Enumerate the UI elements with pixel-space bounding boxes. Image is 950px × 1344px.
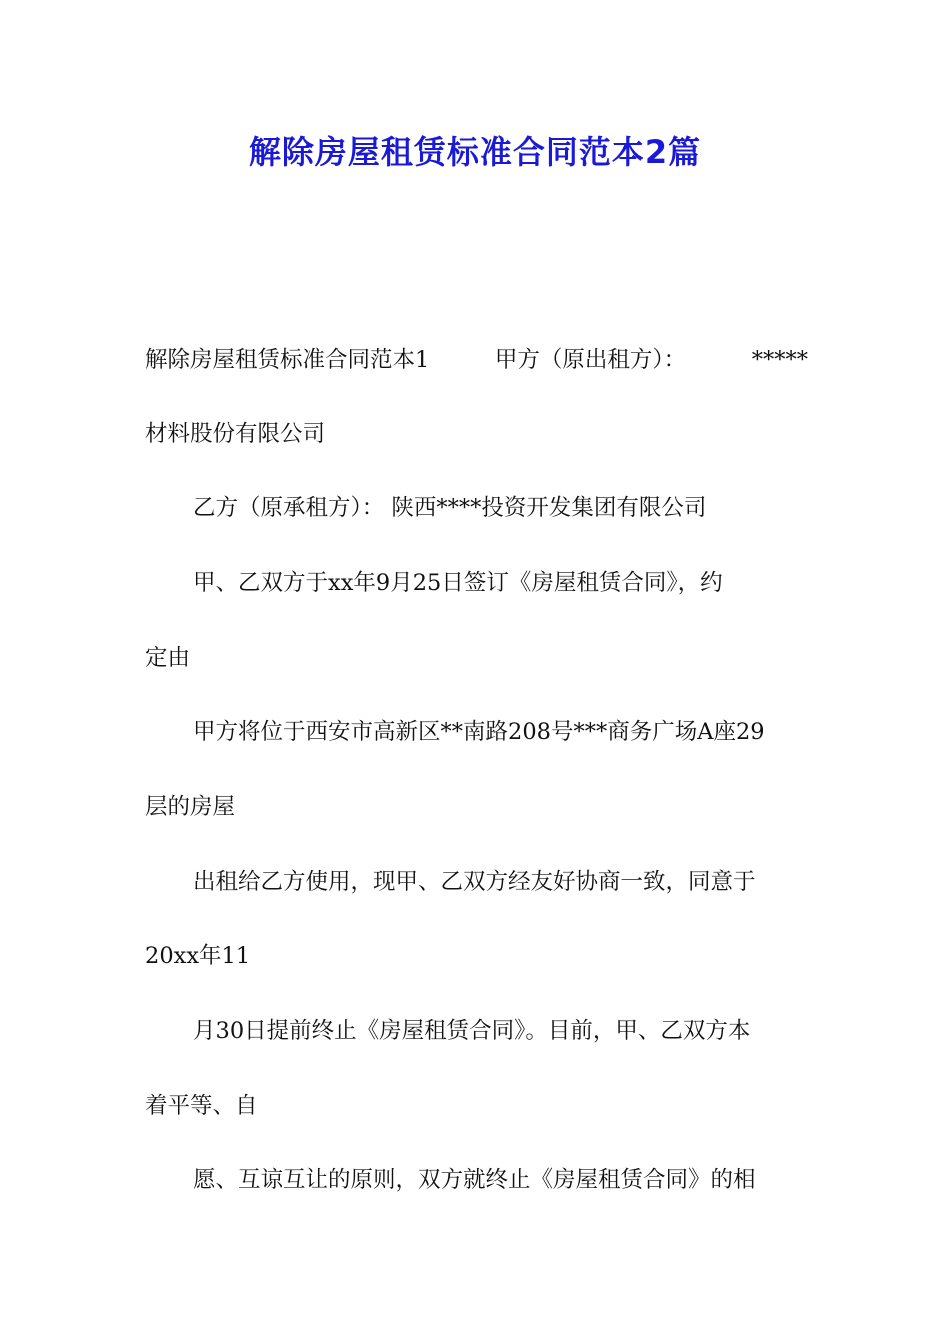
text-line-5: 定由 bbox=[145, 645, 191, 671]
text-line-4: 甲、乙双方于xx年9月25日签订《房屋租赁合同》，约 bbox=[193, 570, 723, 596]
text-line-11: 着平等、自 bbox=[145, 1093, 258, 1119]
text-line-8: 出租给乙方使用，现甲、乙双方经友好协商一致，同意于 bbox=[193, 869, 756, 895]
text-line-2: 材料股份有限公司 bbox=[145, 421, 326, 447]
text-line-6: 甲方将位于西安市高新区**南路208号***商务广场A座29 bbox=[193, 719, 765, 745]
text-segment: ***** bbox=[751, 347, 808, 373]
text-line-7: 层的房屋 bbox=[145, 794, 236, 820]
document-title: 解除房屋租赁标准合同范本2篇 bbox=[248, 133, 702, 171]
text-line-1 bbox=[145, 343, 808, 377]
text-segment: 解除房屋租赁标准合同范本1 bbox=[145, 347, 430, 373]
text-segment: 甲方（原出租方）： bbox=[494, 347, 687, 373]
text-line-3: 乙方（原承租方）： 陕西****投资开发集团有限公司 bbox=[193, 495, 707, 521]
text-line-12: 愿、互谅互让的原则，双方就终止《房屋租赁合同》的相 bbox=[193, 1167, 756, 1193]
text-line-9: 20xx年11 bbox=[145, 943, 251, 969]
text-line-10: 月30日提前终止《房屋租赁合同》。目前，甲、乙双方本 bbox=[193, 1018, 751, 1044]
